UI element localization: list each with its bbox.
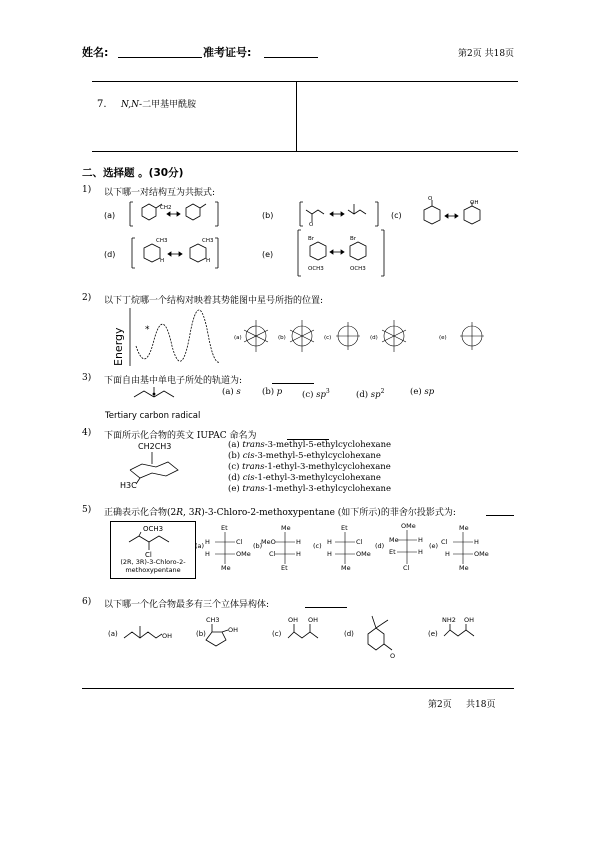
svg-text:H: H bbox=[327, 550, 332, 558]
svg-text:OMe: OMe bbox=[401, 522, 416, 530]
svg-text:OMe: OMe bbox=[474, 550, 489, 558]
q5-opt-c-label: (c) bbox=[313, 542, 322, 550]
q6-opt-e-label: (e) bbox=[428, 630, 438, 638]
q1-opt-c-label: (c) bbox=[391, 211, 402, 220]
table-row-name: N,N-二甲基甲酰胺 bbox=[121, 100, 197, 110]
svg-text:Me: Me bbox=[459, 564, 469, 572]
svg-text:H: H bbox=[205, 550, 210, 558]
svg-text:Cl: Cl bbox=[403, 564, 410, 572]
q2-diagram bbox=[108, 306, 508, 368]
q4-ethyl-label: CH2CH3 bbox=[138, 442, 172, 451]
svg-text:Et: Et bbox=[341, 524, 348, 532]
q4-number: 4) bbox=[82, 428, 92, 438]
q1c-o-label: O bbox=[428, 196, 433, 202]
svg-text:OH: OH bbox=[308, 616, 319, 624]
q1e-och3b-label: OCH3 bbox=[350, 266, 366, 272]
id-field[interactable] bbox=[264, 45, 318, 58]
q5-fischer-options bbox=[195, 524, 515, 570]
q6-answer-blank[interactable] bbox=[305, 595, 347, 608]
q4-methyl-label: H3C bbox=[120, 481, 137, 490]
q3-answer-blank[interactable] bbox=[272, 371, 314, 384]
svg-text:NH2: NH2 bbox=[442, 616, 456, 624]
q5-opt-b-label: (b) bbox=[253, 542, 263, 550]
svg-text:Cl: Cl bbox=[356, 538, 363, 546]
q5-text: 正确表示化合物(2R, 3R)-3-Chloro-2-methoxypentane (如下所示)的菲舍尔投影式为: bbox=[104, 508, 456, 518]
svg-text:H: H bbox=[327, 538, 332, 546]
q4-answer-blank[interactable] bbox=[287, 427, 329, 440]
q4-option-c[interactable]: (c) trans-1-ethyl-3-methylcyclohexane bbox=[228, 462, 391, 472]
energy-axis-label: Energy bbox=[112, 327, 125, 366]
q6-opt-c-label: (c) bbox=[272, 630, 282, 638]
q2-opt-e-label: (e) bbox=[439, 335, 447, 341]
q1b-o-label: O bbox=[309, 222, 314, 228]
svg-text:H: H bbox=[205, 538, 210, 546]
svg-text:OH: OH bbox=[228, 626, 239, 634]
q5-box-caption-2: methoxypentane bbox=[125, 566, 181, 574]
svg-text:OMe: OMe bbox=[356, 550, 371, 558]
svg-text:Et: Et bbox=[389, 548, 396, 556]
q2-opt-d-label: (d) bbox=[370, 335, 378, 341]
q3-option-e[interactable]: (e) sp bbox=[410, 387, 435, 397]
q5-opt-d-label: (d) bbox=[375, 542, 385, 550]
svg-text:Et: Et bbox=[221, 524, 228, 532]
q5-number: 5) bbox=[82, 505, 92, 515]
svg-text:OMe: OMe bbox=[236, 550, 251, 558]
table-top-rule bbox=[92, 81, 518, 82]
svg-text:OH: OH bbox=[464, 616, 475, 624]
q1d-ch3b-label: CH3 bbox=[202, 238, 214, 244]
svg-text:Me: Me bbox=[341, 564, 351, 572]
id-label: 准考证号: bbox=[203, 46, 252, 59]
q4-option-e[interactable]: (e) trans-1-methyl-3-ethylcyclohexane bbox=[228, 484, 392, 494]
q4-option-b[interactable]: (b) cis-3-methyl-5-ethylcyclohexane bbox=[228, 451, 381, 461]
section-title: 二、选择题 。(30分) bbox=[82, 167, 184, 179]
q6-structures bbox=[108, 612, 508, 662]
svg-text:H: H bbox=[418, 536, 423, 544]
q5-answer-blank[interactable] bbox=[486, 503, 514, 516]
table-row-number: 7. bbox=[97, 99, 107, 110]
svg-text:H: H bbox=[296, 550, 301, 558]
svg-text:O: O bbox=[390, 652, 396, 660]
svg-text:Cl: Cl bbox=[236, 538, 243, 546]
q6-text: 以下哪一个化合物最多有三个立体异构体: bbox=[104, 600, 270, 610]
q3-option-a[interactable]: (a) s bbox=[222, 387, 241, 397]
svg-text:OH: OH bbox=[288, 616, 299, 624]
svg-text:Me: Me bbox=[389, 536, 399, 544]
q3-radical-structure bbox=[130, 383, 190, 403]
q4-text: 下面所示化合物的英文 IUPAC 命名为 bbox=[104, 431, 257, 441]
svg-text:Me: Me bbox=[281, 524, 291, 532]
footer-page-info: 第2页 共18页 bbox=[428, 700, 496, 710]
q6-opt-d-label: (d) bbox=[344, 630, 354, 638]
name-field[interactable] bbox=[118, 45, 202, 58]
q2-opt-c-label: (c) bbox=[324, 335, 332, 341]
q5-cl-label: Cl bbox=[145, 551, 152, 559]
q5-opt-a-label: (a) bbox=[195, 542, 205, 550]
q1-opt-a-label: (a) bbox=[104, 211, 116, 220]
svg-text:OH: OH bbox=[162, 632, 173, 640]
q1e-br-label: Br bbox=[308, 236, 315, 242]
svg-text:Me: Me bbox=[459, 524, 469, 532]
svg-text:H: H bbox=[296, 538, 301, 546]
q5-och3-label: OCH3 bbox=[143, 525, 164, 533]
svg-text:CH3: CH3 bbox=[206, 616, 220, 624]
q1-opt-d-label: (d) bbox=[104, 250, 116, 259]
svg-text:Cl: Cl bbox=[269, 550, 276, 558]
q6-number: 6) bbox=[82, 597, 92, 607]
q1a-ch2-label: CH2 bbox=[160, 205, 172, 211]
svg-text:H: H bbox=[474, 538, 479, 546]
q5-opt-e-label: (e) bbox=[429, 542, 439, 550]
q3-text: 下面自由基中单电子所处的轨道为: bbox=[104, 376, 243, 386]
q2-number: 2) bbox=[82, 293, 92, 303]
q3-caption: Tertiary carbon radical bbox=[105, 411, 201, 421]
svg-text:Cl: Cl bbox=[441, 538, 448, 546]
q2-opt-b-label: (b) bbox=[278, 335, 286, 341]
q1d-hb-label: H bbox=[206, 258, 211, 264]
q2-opt-a-label: (a) bbox=[234, 335, 242, 341]
svg-text:H: H bbox=[445, 550, 450, 558]
footer-rule bbox=[82, 688, 514, 689]
q3-option-d[interactable]: (d) $sp^2$ bbox=[356, 388, 385, 400]
header-page-info: 第2页 共18页 bbox=[458, 49, 515, 59]
q6-opt-a-label: (a) bbox=[108, 630, 118, 638]
q5-reference-box bbox=[110, 521, 196, 579]
q1d-h-label: H bbox=[160, 258, 165, 264]
svg-text:MeO: MeO bbox=[261, 538, 276, 546]
q1e-brb-label: Br bbox=[350, 236, 357, 242]
q3-number: 3) bbox=[82, 373, 92, 383]
svg-text:H: H bbox=[418, 548, 423, 556]
svg-text:Et: Et bbox=[281, 564, 288, 572]
table-divider bbox=[296, 81, 297, 152]
q4-option-d[interactable]: (d) cis-1-ethyl-3-methylcyclohexane bbox=[228, 473, 381, 483]
q6-opt-b-label: (b) bbox=[196, 630, 206, 638]
q4-option-a[interactable]: (a) trans-3-methyl-5-ethylcyclohexane bbox=[228, 440, 392, 450]
q1c-oh-label: OH bbox=[470, 200, 479, 206]
q3-option-c[interactable]: (c) $sp^3$ bbox=[302, 388, 330, 400]
q1-structures bbox=[104, 196, 524, 278]
q1-opt-e-label: (e) bbox=[262, 250, 274, 259]
q4-structure bbox=[116, 440, 206, 490]
table-bottom-rule bbox=[92, 151, 518, 152]
q1e-och3-label: OCH3 bbox=[308, 266, 324, 272]
q2-text: 以下丁烷哪一个结构对映着其势能图中星号所指的位置: bbox=[104, 296, 324, 306]
q1-number: 1) bbox=[82, 185, 92, 195]
q1-opt-b-label: (b) bbox=[262, 211, 274, 220]
star-marker: * bbox=[145, 325, 150, 335]
q1d-ch3-label: CH3 bbox=[156, 238, 168, 244]
svg-text:Me: Me bbox=[221, 564, 231, 572]
name-label: 姓名: bbox=[82, 46, 109, 59]
q3-option-b[interactable]: (b) p bbox=[262, 387, 283, 397]
q1-text: 以下哪一对结构互为共振式: bbox=[104, 188, 216, 198]
q5-box-caption-1: (2R, 3R)-3-Chloro-2- bbox=[120, 558, 186, 566]
